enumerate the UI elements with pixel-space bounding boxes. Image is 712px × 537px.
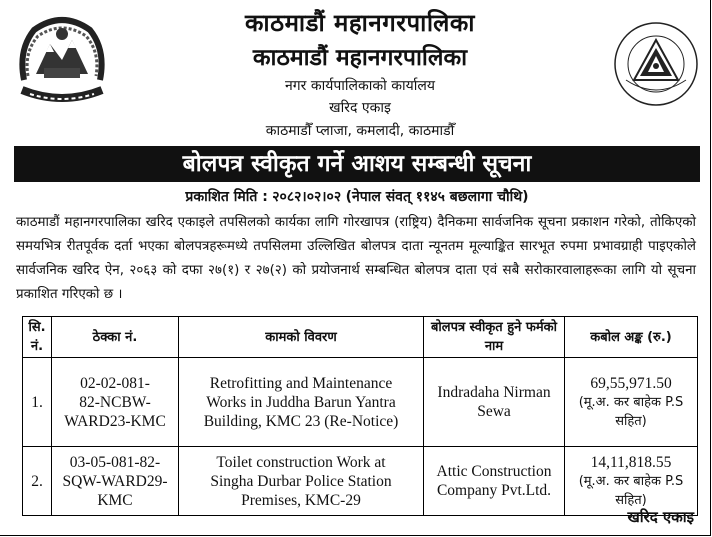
header-sn: सि. नं. (23, 317, 52, 358)
row-description: Toilet construction Work at Singha Durbar Police Station Premises, KMC-29 (179, 447, 424, 516)
org-name: काठमाडौं महानगरपालिका (244, 9, 475, 37)
header-firm: बोलपत्र स्वीकृत हुने फर्मको नाम (424, 317, 565, 358)
published-label: प्रकाशित मिति : (185, 189, 268, 205)
address: काठमाडौँ प्लाजा, कमलादी, काठमाडौँ (265, 123, 455, 139)
row-amount (565, 358, 698, 447)
signature: खरिद एकाइ (627, 508, 694, 526)
header-amount: कबोल अङ्क (रु.) (565, 317, 698, 358)
office-name: नगर कार्यपालिकाको कार्यालय (285, 78, 435, 94)
row-sn: 1. (23, 358, 52, 447)
notice-title: बोलपत्र स्वीकृत गर्ने आशय सम्बन्धी सूचना (14, 146, 700, 182)
header-contract-no: ठेक्का नं. (52, 317, 179, 358)
amount-note: (मू.अ. कर बाहेक P.S (578, 473, 684, 489)
amount-note-2: सहित) (615, 413, 647, 429)
row-amount (565, 447, 698, 516)
notice-body: काठमाडौं महानगरपालिका खरिद एकाइले तपसिलको कार्यका लागि गोरखापत्र (राष्ट्रिय) दैनिकमा सार्वजनिक सूचना प्रकाशन गरेको, तोकिएको समयभित्र रीतपूर्वक दर्ता भएका बोलपत्रहरूमध्ये तपसिलमा उल्लिखित बोलपत्र दाता न्यूनतम मूल्याङ्कित सारभूत रुपमा प्रभावग्राही पाइएकोले सार्वजनिक खरिद ऐन, २०६३ को दफा २७(१) र २७(२) को प्रयोजनार्थ सम्बन्धित बोलपत्र दाता एवं सबै सरोकारवालाहरूका लागि यो सूचना प्रकाशित गरिएको छ । (16, 215, 696, 302)
amount-note: (मू.अ. कर बाहेक P.S (578, 394, 684, 410)
table-row (23, 447, 698, 516)
org-name-script: काठमाडौं महानगरपालिका (252, 44, 468, 71)
amount-value: 69,55,971.50 (590, 374, 672, 392)
row-contract-no: 02-02-081- 82-NCBW- WARD23-KMC (52, 358, 179, 447)
row-sn: 2. (23, 447, 52, 516)
nepal-sambat: (नेपाल संवत् ११४५ बछलागा चौथि) (345, 189, 529, 205)
row-firm: Attic Construction Company Pvt.Ltd. (424, 447, 565, 516)
nepal-emblem-icon (14, 10, 110, 110)
tender-table (22, 316, 698, 516)
published-date-line (14, 187, 700, 206)
published-date: २०८२।०२।०२ (272, 189, 342, 205)
table-row (23, 358, 698, 447)
table-header-row (23, 317, 698, 358)
row-firm: Indradaha Nirman Sewa (424, 358, 565, 447)
amount-value: 14,11,818.55 (590, 453, 672, 471)
kmc-seal-icon (612, 20, 700, 108)
unit-name: खरिद एकाइ (329, 100, 391, 116)
row-contract-no: 03-05-081-82- SQW-WARD29- KMC (52, 447, 179, 516)
row-description: Retrofitting and Maintenance Works in Juddha Barun Yantra Building, KMC 23 (Re-Notice) (179, 358, 424, 447)
amount-note-2: सहित) (615, 492, 647, 508)
header-description: कामको विवरण (179, 317, 424, 358)
